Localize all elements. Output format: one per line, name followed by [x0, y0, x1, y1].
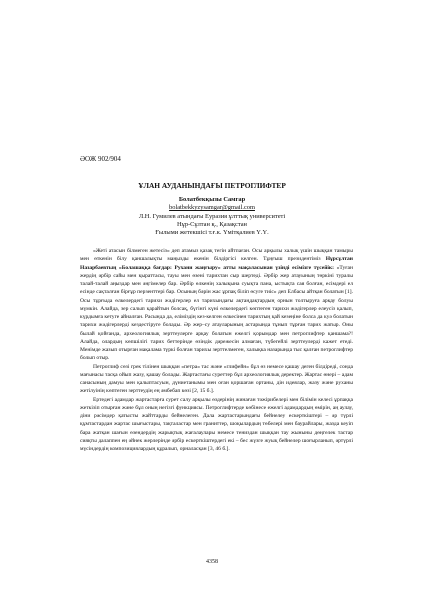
- author-city: Нұр-Сұлтан қ., Қазақстан: [177, 220, 247, 228]
- paper-body: [80, 247, 353, 453]
- paragraph-2: [80, 363, 353, 396]
- paragraph-3: [80, 396, 353, 454]
- author-affiliation: Л.Н. Гумилев атындағы Еуразия ұлттық университеті: [138, 212, 286, 220]
- paragraph-1: [80, 247, 353, 363]
- paragraph-2-text: Петроглиф сөзі грек тілінен шыққан «петра» тас және «глифейн» бұл өз немесе қашау деген білдіреді, сонда мағынасы тасқа ойып жазу, қашау болады. Жартастағы суреттер бұл археологиялық деректер. Жартас өнері – адам санасының дамуы мен қалыптасуын, дүниетанымы мен оған қоршаған ортаны, дін идеялар, жазу және руханы жетілуінің көптеген зерттеудің ең әмбебап көзі [2, 15 б.].: [80, 363, 353, 395]
- udc-code: ӘОЖ 902/904: [80, 155, 121, 163]
- author-name: Болатбекқызы Самгар: [178, 196, 246, 203]
- paragraph-1-bold-text: Нұрсұлтан Назарбаевтың «Болашаққа бағдар: Рухани жаңғыру» атты мақаласынан үзінді есімізге түсейік:: [80, 256, 353, 271]
- paragraph-1-text-before: «Жеті атасын білмеген жетесіз» деп атамыз қазақ тегін айтпаған. Осы арқылы халық үшін шыққан тамыры мен өткенін білу қаншалықты маңызды екенін білдіргісі келген. Тұңғыш президентіміз: [80, 248, 353, 263]
- paragraph-1-text-after: «Туған жердің әрбір сайы мен қыраттасы, тауы мен өзені тарихтан сыр шертеді. Әрбір жер атауының төркіні туралы талай-талай аңыздар мен әңгімелер бар. Әрбір өлкенің халықына суықта пана, ыстықта сая болған, есімдері ел есінде сақталған бірғұр перзенттері бар. Осының бәрін жас ұрпақ біліп өсуге тиіс» деп Елбасы айтқан болатын [1]. Осы тұрғыда өлкелердегі тарихи жәдігерлер ел тарихындағы ақтаңдақтардың орнын толтыруға арқау болуы мүмкін. Алайда, зер салып қарайтын болсақ, бүгінгі күні өлкелердегі көптеген тарихи жәдігерлер елеусіз қалып, күрдымға кетуге айналған. Расында да, еліміздің кез-келген өлкесінен тарихтың қай кезеңіне болса да куә болатын тарихи жәдігерлерді кездестіруге болады. Әр жер–су атауларының астарында тұнып тұрған тарих жатыр. Оны былай қойғанда, археологиялық зерттеулерге арқау болатын ежелгі қорымдар мен петроглифтер қаншама?! Алайда, олардың көпшілігі тарих беттерінде өзіндік дәрежесін алмаған, түбегейлі зерттеулерді кажет етеді. Менімде жазып отырған мақалама түркі болған тарихы зерттелмеген, халықка назарында тыс қалған петроглифтер болып отыр.: [80, 264, 353, 362]
- paper-title: ҰЛАН АУДАНЫНДАҒЫ ПЕТРОГЛИФТЕР: [138, 181, 286, 190]
- page-number: 4358: [206, 559, 218, 565]
- paragraph-3-text: Ертедегі адамдар жартастарға сурет салу арқылы өздерінің жинаған тәжірибелері мен білімін келесі ұрпаққа жеткізіп отырған және бұл оның негізгі функциясы. Петроглифтерде көбінесе ежелгі адамдардың өмірін, аң аулау, діни рәсімдер қатысты жайттарды бейнелеген. Дала жартастарындағы бейнелеу ескерткіштері – әр түрлі құмтастардан жартас шығыстары, тақталастар мен граниттер, шоқылардың төбелері мен баурайлары, жазда кеуіп бара жатқан шағын өзендердің жарықтық жағалаулары немесе тениздан шыққан тау жыныны дөңгелек тастар сияқты далаппен ең әйнек жерлерінде әрбір ескерткіштердегі екі – бес жүзге жуық бейнелер шоғырланып, әртүрлі мүсіндердің композициялардың құралып, орналасқан [3, 46 б.].: [80, 396, 353, 452]
- author-block: [0, 196, 424, 237]
- author-email: bolatbekkyzysamgar@gmail.com: [169, 204, 255, 212]
- supervisor: Ғылыми жетекшісі т.ғ.к. Үмітқалиев Ү.Ү.: [155, 229, 269, 237]
